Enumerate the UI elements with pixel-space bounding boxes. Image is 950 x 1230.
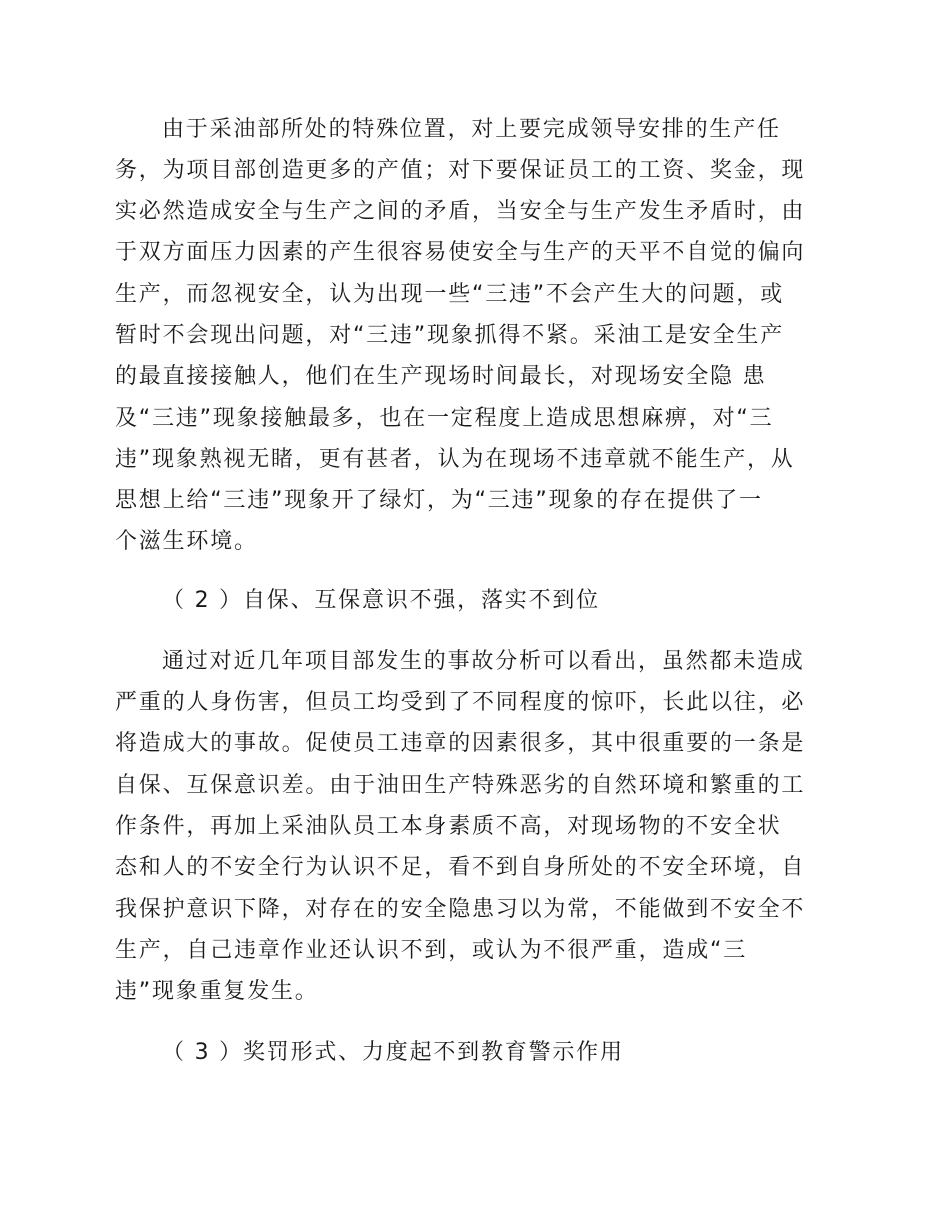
paragraph1-line-7: 的最直接接触人，他们在生产现场时间最长，对现场安全隐 患: [115, 364, 767, 389]
paragraph2-line-1: 通过对近几年项目部发生的事故分析可以看出，虽然都未造成: [162, 649, 805, 674]
paragraph2-line-9: 违”现象重复发生。: [115, 979, 319, 1004]
paragraph2-line-7: 我保护意识下降，对存在的安全隐患习以为常，不能做到不安全不: [115, 897, 806, 922]
paragraph1-line-1: 由于采油部所处的特殊位置，对上要完成领导安排的生产任: [162, 117, 781, 142]
paragraph1-line-4: 于双方面压力因素的产生很容易使安全与生产的天平不自觉的偏向: [115, 240, 806, 265]
paragraph1-line-2: 务，为项目部创造更多的产值；对下要保证员工的工资、奖金，现: [115, 158, 806, 183]
paragraph2-line-2: 严重的人身伤害，但员工均受到了不同程度的惊吓，长此以往，必: [115, 690, 806, 715]
section-heading-2: （ 2 ）自保、互保意识不强，落实不到位: [162, 588, 600, 613]
paragraph2-line-4: 自保、互保意识差。由于油田生产特殊恶劣的自然环境和繁重的工: [115, 773, 806, 798]
paragraph1-line-10: 思想上给“三违”现象开了绿灯，为“三违”现象的存在提供了一: [115, 488, 763, 513]
paragraph1-line-11: 个滋生环境。: [115, 529, 258, 554]
section-heading-3: （ 3 ）奖罚形式、力度起不到教育警示作用: [162, 1040, 624, 1065]
paragraph2-line-3: 将造成大的事故。促使员工违章的因素很多，其中很重要的一条是: [115, 731, 806, 756]
paragraph1-line-9: 违”现象熟视无睹，更有甚者，认为在现场不违章就不能生产，从: [115, 447, 795, 472]
paragraph2-line-8: 生产，自己违章作业还认识不到，或认为不很严重，造成“三: [115, 938, 747, 963]
paragraph2-line-5: 作条件，再加上采油队员工本身素质不高，对现场物的不安全状: [115, 814, 782, 839]
paragraph2-line-6: 态和人的不安全行为认识不足，看不到自身所处的不安全环境，自: [115, 855, 806, 880]
paragraph1-line-8: 及“三违”现象接触最多，也在一定程度上造成思想麻痹，对“三: [115, 406, 774, 431]
paragraph1-line-3: 实必然造成安全与生产之间的矛盾，当安全与生产发生矛盾时，由: [115, 199, 806, 224]
paragraph1-line-5: 生产，而忽视安全，认为出现一些“三违”不会产生大的问题，或: [115, 282, 784, 307]
paragraph1-line-6: 暂时不会现出问题，对“三违”现象抓得不紧。采油工是安全生产: [115, 323, 784, 348]
